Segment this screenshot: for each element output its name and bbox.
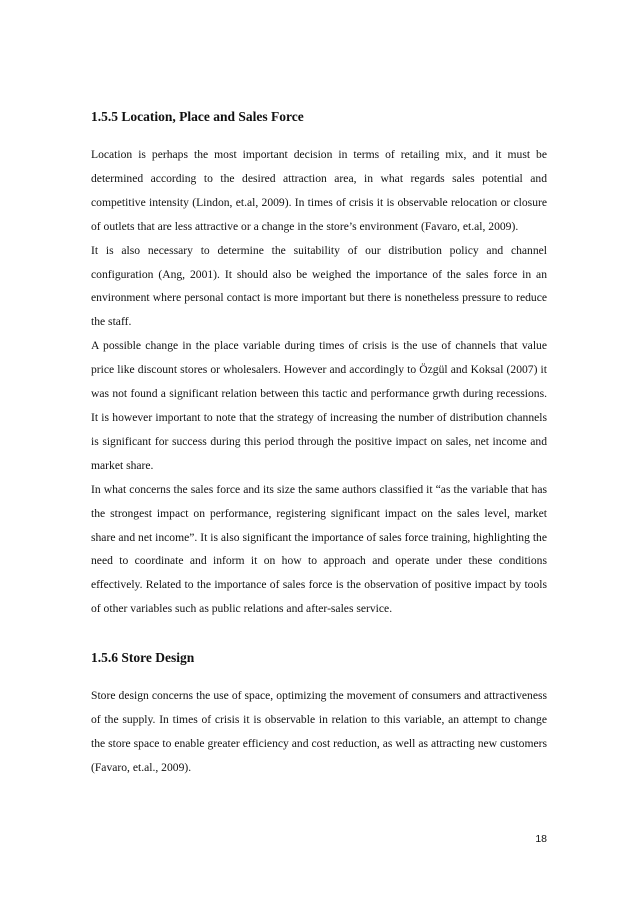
paragraph-location-1: Location is perhaps the most important decision in terms of retailing mix, and it must be determined according to the desired attraction area, in what regards sales potential and competitive intensity (Lindon, et.al, 2009). In times of crisis it is observable relocation or closure of outlets that are less attractive or a change in the store’s environment (Favaro, et.al, 2009). — [91, 148, 547, 233]
section-heading-location: 1.5.5 Location, Place and Sales Force — [91, 109, 304, 124]
page-number: 18 — [535, 833, 547, 845]
paragraph-store-design-1: Store design concerns the use of space, optimizing the movement of consumers and attractiveness of the supply. In times of crisis it is observable in relation to this variable, an attempt to change the store space to enable greater efficiency and cost reduction, as well as attracting new customers (Favaro, et.al., 2009). — [91, 689, 547, 774]
document-page — [91, 100, 547, 780]
section-heading-store-design: 1.5.6 Store Design — [91, 650, 195, 666]
paragraph-location-3: A possible change in the place variable during times of crisis is the use of channels that value price like discount stores or wholesalers. However and accordingly to Özgül and Koksal (2007) it was not found a significant relation between this tactic and performance grwth during recessions. It is however important to note that the strategy of increasing the number of distribution channels is significant for success during this period through the positive impact on sales, net income and market share. — [91, 339, 547, 472]
section-body-location — [91, 143, 547, 621]
paragraph-location-4: In what concerns the sales force and its size the same authors classified it “as the variable that has the strongest impact on performance, registering significant impact on the sales level, market share and net income”. It is also significant the importance of sales force training, highlighting the need to coordinate and inform it on how to approach and operate under these conditions effectively. Related to the importance of sales force is the observation of positive impact by tools of other variables such as public relations and after-sales service. — [91, 482, 547, 616]
section-body-store-design — [91, 684, 547, 780]
paragraph-location-2: It is also necessary to determine the suitability of our distribution policy and channel configuration (Ang, 2001). It should also be weighed the importance of the sales force in an environment where personal contact is more important but there is nonetheless pressure to reduce the staff. — [91, 243, 547, 329]
